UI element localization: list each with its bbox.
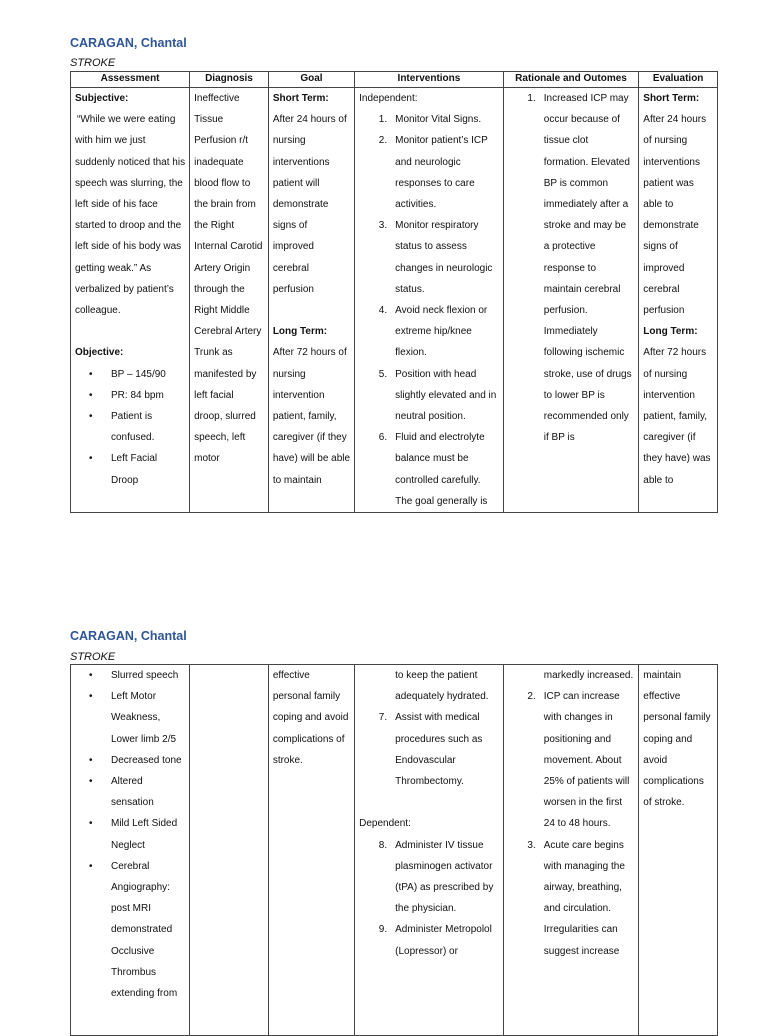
list-item: 1. Increased ICP may occur because of tissue clot formation. Elevated BP is common immediately after a stroke and may be a protective response to maintain cerebral perfusion. Immediately following ischemic stroke, use of drugs to lower BP is recommended only if BP is xyxy=(527,93,632,444)
list-item: 4. Avoid neck flexion or extreme hip/knee flexion. xyxy=(378,305,488,359)
eval-short-label: Short Term: xyxy=(643,93,700,104)
assessment-cell xyxy=(71,665,190,1036)
list-item: • Altered sensation xyxy=(75,771,185,813)
rationale-list-continued xyxy=(508,686,635,962)
list-item: • Left Motor Weakness, Lower limb 2/5 xyxy=(75,686,185,750)
list-item: 1. Monitor Vital Signs. xyxy=(378,114,482,126)
objective-list-continued xyxy=(75,665,185,1004)
subjective-label: Subjective: xyxy=(75,93,129,104)
care-plan-table-continued xyxy=(70,664,718,1036)
header-interventions: Interventions xyxy=(355,72,504,88)
goal-cell xyxy=(268,665,354,1036)
header-rationale: Rationale and Outomes xyxy=(503,72,639,88)
list-item: 5. Position with head slightly elevated and in neutral position. xyxy=(378,368,497,423)
diagnosis-cell xyxy=(190,665,269,1036)
list-item: • Patient is confused. xyxy=(75,406,185,448)
list-item: 7. Assist with medical procedures such as Endovascular Thrombectomy. xyxy=(378,712,483,788)
list-item: 2. ICP can increase with changes in positioning and movement. About 25% of patients will worsen in the first 24 to 48 hours. xyxy=(527,691,630,830)
list-item: • Left Facial Droop xyxy=(75,448,185,490)
list-item: 6. Fluid and electrolyte balance must be controlled carefully. The goal generally is xyxy=(378,432,488,507)
interventions-list-continued xyxy=(359,707,499,792)
eval-text-continued: maintain effective personal family coping and avoid complications of stroke. xyxy=(643,670,711,809)
objective-label: Objective: xyxy=(75,347,124,359)
document-subtitle: STROKE xyxy=(70,651,116,663)
patient-name: CARAGAN, Chantal xyxy=(70,36,187,50)
list-item: 3. Acute care begins with managing the airway, breathing, and circulation. Irregularities can suggest increase xyxy=(527,839,625,957)
goal-short-label: Short Term: xyxy=(272,93,329,104)
list-item: • Slurred speech xyxy=(75,665,185,686)
evaluation-cell xyxy=(639,665,718,1036)
eval-short-text: After 24 hours of nursing interventions patient was able to demonstrate signs of improved cerebral perfusion xyxy=(643,114,707,317)
header-evaluation: Evaluation xyxy=(639,72,718,88)
rationale-continued: markedly increased. xyxy=(543,670,634,681)
list-item: 8. Administer IV tissue plasminogen activator (tPA) as prescribed by the physician. xyxy=(378,839,494,915)
independent-label: Independent: xyxy=(359,93,418,104)
list-item: • Mild Left Sided Neglect xyxy=(75,813,185,855)
eval-long-text: After 72 hours of nursing intervention patient, family, caregiver (if they have) was able to xyxy=(643,347,711,486)
list-item: • PR: 84 bpm xyxy=(75,385,185,406)
diagnosis-text: Ineffective Tissue Perfusion r/t inadequate blood flow to the brain from the Right Internal Carotid Artery Origin through the Right Middle Cerebral Artery Trunk as manifested by left facial droop, slurred speech, left motor xyxy=(194,93,263,465)
list-item: • Cerebral Angiography: post MRI demonstrated Occlusive Thrombus extending from xyxy=(75,856,185,1004)
dependent-label: Dependent: xyxy=(359,818,411,830)
header-assessment: Assessment xyxy=(71,72,190,88)
document-subtitle: STROKE xyxy=(70,57,116,69)
list-item: • Decreased tone xyxy=(75,750,185,771)
list-item: • BP – 145/90 xyxy=(75,364,185,385)
list-item: 9. Administer Metropolol (Lopressor) or xyxy=(378,924,492,957)
goal-short-text: After 24 hours of nursing interventions patient will demonstrate signs of improved cerebral perfusion xyxy=(272,114,347,295)
goal-text-continued: effective personal family coping and avoid complications of stroke. xyxy=(272,670,349,766)
intervention-continued: to keep the patient adequately hydrated. xyxy=(395,670,489,703)
interventions-cell xyxy=(355,665,504,1036)
dependent-list xyxy=(359,835,499,962)
goal-long-label: Long Term: xyxy=(272,326,328,338)
goal-long-text: After 72 hours of nursing intervention patient, family, caregiver (if they have) will be able to maintain xyxy=(272,347,351,486)
subjective-text: “While we were eating with him we just suddenly noticed that his speech was slurring, the left side of his face started to droop and the left side of his body was getting weak.” As verbalized by patient’s colleague. xyxy=(75,114,186,317)
header-goal: Goal xyxy=(268,72,354,88)
list-item: 3. Monitor respiratory status to assess changes in neurologic status. xyxy=(378,220,493,295)
table-row xyxy=(71,665,718,1036)
rationale-cell xyxy=(503,665,639,1036)
header-diagnosis: Diagnosis xyxy=(190,72,269,88)
patient-name: CARAGAN, Chantal xyxy=(70,629,187,643)
eval-long-label: Long Term: xyxy=(643,326,698,338)
list-item: 2. Monitor patient’s ICP and neurologic responses to care activities. xyxy=(378,135,488,211)
